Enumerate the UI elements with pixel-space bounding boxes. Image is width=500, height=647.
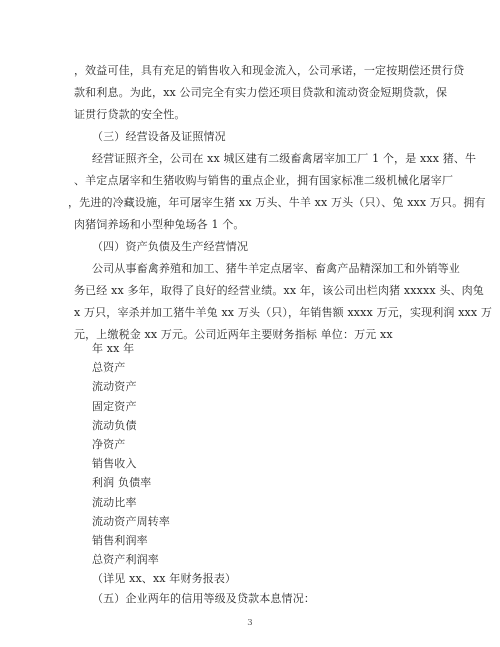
table-item: 利润 负债率 (92, 476, 152, 490)
paragraph-3-line-2: 务已经 xx 多年，取得了良好的经营业绩。xx 年，该公司出栏肉猪 xxxxx 头、肉兔 (74, 284, 484, 297)
paragraph-2-line-1: 经营证照齐全，公司在 xx 城区建有二级畜禽屠宰加工厂 1 个，是 xxx 猪、牛 (92, 152, 477, 165)
paragraph-1-line-1: ，效益可佳，具有充足的销售收入和现金流入，公司承诺，一定按期偿还贯行贷 (74, 64, 465, 77)
paragraph-2-line-2: 、羊定点屠宰和生猪收购与销售的重点企业，拥有国家标准二级机械化屠宰厂 (74, 174, 454, 187)
table-item: 年 xx 年 (92, 342, 135, 355)
table-item: 总资产利润率 (92, 553, 159, 567)
paragraph-3-line-1: 公司从事畜禽养殖和加工、猪牛羊定点屠宰、畜禽产品精深加工和外销等业 (92, 262, 460, 275)
table-item: 流动负债 (92, 418, 137, 432)
table-item: 销售利润率 (92, 534, 148, 547)
page-number: 3 (247, 618, 253, 629)
table-item: 总资产 (92, 361, 126, 375)
table-item: 流动资产 (92, 380, 137, 394)
paragraph-1-line-2: 款和利息。为此，xx 公司完全有实力偿还项目贷款和流动资金短期贷款，保 (74, 86, 448, 99)
section-5-heading: （五）企业两年的信用等级及贷款本息情况： (92, 592, 315, 606)
section-3-heading: （三）经营设备及证照情况 (92, 130, 226, 143)
table-item: 固定资产 (92, 399, 137, 413)
table-note: （详见 xx、xx 年财务报表） (92, 572, 237, 586)
table-item: 流动比率 (92, 495, 137, 509)
paragraph-3-line-4: 元，上缴税金 xx 万元。公司近两年主要财务指标 单位：万元 xx (74, 328, 393, 341)
table-item: 流动资产周转率 (92, 514, 171, 528)
paragraph-2-line-3: ，先进的冷藏设施，年可屠宰生猪 xx 万头、牛羊 xx 万头（只）、兔 xxx 万只。拥有 (68, 196, 486, 209)
paragraph-1-line-3: 证贯行贷款的安全性。 (74, 108, 186, 121)
paragraph-3-line-3: x 万只，宰杀并加工猪牛羊兔 xx 万头（只），年销售额 xxxx 万元，实现利润 xxx 万 (74, 306, 493, 319)
table-item: 销售收入 (92, 457, 137, 471)
section-4-heading: （四）资产负债及生产经营情况 (92, 240, 249, 253)
paragraph-2-line-4: 肉猪饲养场和小型种兔场各 1 个。 (74, 218, 245, 231)
table-item: 净资产 (92, 438, 126, 451)
